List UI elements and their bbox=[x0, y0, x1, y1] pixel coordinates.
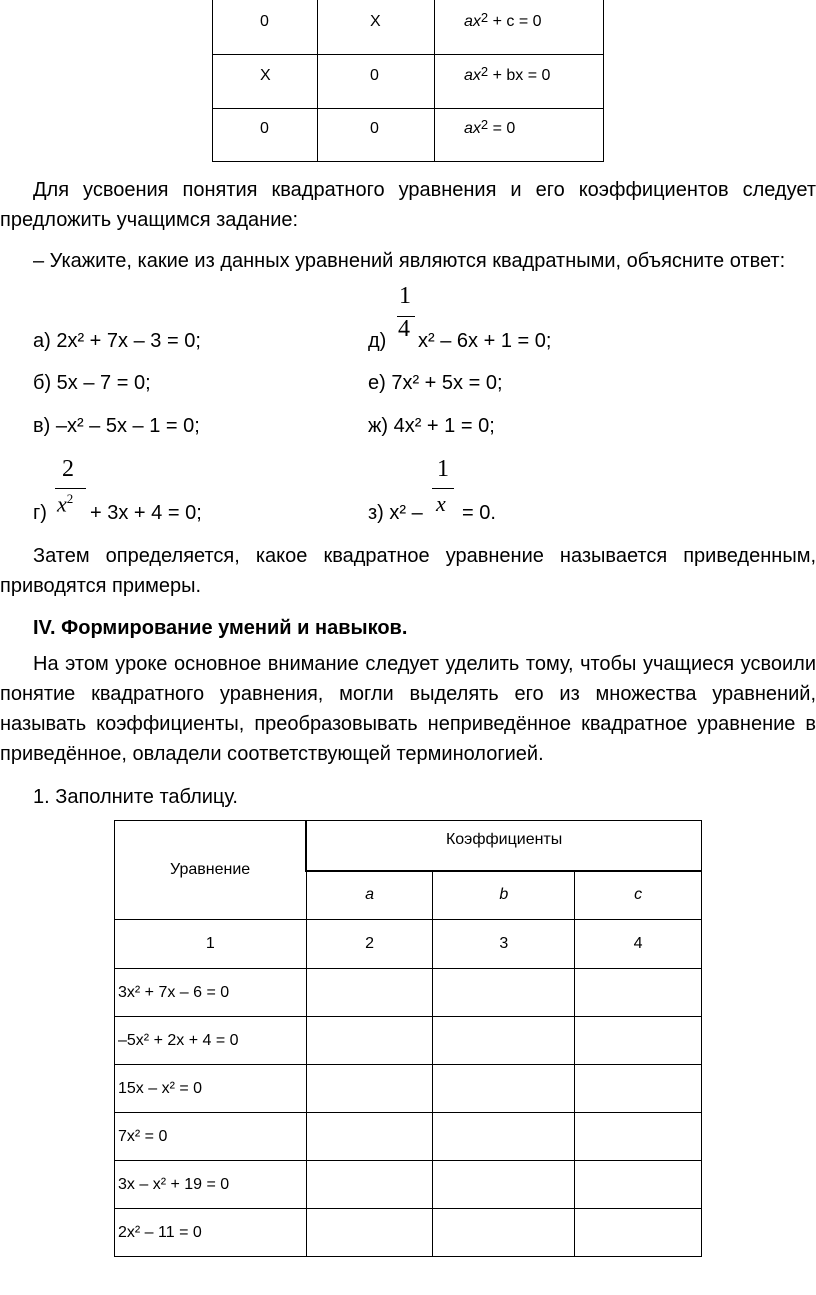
header-b: b bbox=[433, 871, 575, 920]
intro-paragraph: Для усвоения понятия квадратного уравнения и его коэффициентов следует предложить учащимся задание: bbox=[0, 179, 816, 231]
table-row bbox=[115, 1065, 702, 1113]
paragraph-skills: На этом уроке основное внимание следует уделить тому, чтобы учащиеся усвоили понятие квадратного уравнения, могли выделять его из множества уравнений, называть коэффициенты, преобразовывать неприведённое квадратное уравнение в приведённое, овладели соответствующей терминологией. bbox=[0, 653, 816, 765]
top-table-cell: X bbox=[260, 67, 271, 84]
equation-d-rest: x² – 6x + 1 = 0; bbox=[418, 330, 552, 352]
column-number: 4 bbox=[575, 920, 702, 969]
equation-e: е) 7x² + 5x = 0; bbox=[368, 372, 503, 394]
top-table-equation: $ax^2 + c = 0$ bbox=[464, 10, 542, 30]
equation-z-rest: = 0. bbox=[462, 502, 496, 524]
column-number: 3 bbox=[433, 920, 575, 969]
fraction-bar bbox=[55, 488, 86, 489]
paragraph-reduced: Затем определяется, какое квадратное уравнение называется приведенным, приводятся примеры. bbox=[0, 545, 816, 597]
equation-g-label: г) bbox=[33, 502, 47, 524]
cell-b bbox=[433, 1209, 575, 1257]
table-row bbox=[115, 1113, 702, 1161]
equation-zh: ж) 4x² + 1 = 0; bbox=[368, 415, 495, 437]
header-a: a bbox=[306, 871, 433, 920]
header-equation: Уравнение bbox=[115, 821, 307, 920]
fraction-denominator: x bbox=[436, 491, 446, 516]
equation-g-rest: + 3x + 4 = 0; bbox=[90, 502, 202, 524]
top-table-cell: 0 bbox=[260, 13, 269, 30]
cell-c bbox=[575, 1161, 702, 1209]
header-coefficients: Коэффициенты bbox=[306, 821, 701, 871]
equation-z-label: з) x² – bbox=[368, 502, 423, 524]
cell-c bbox=[575, 1065, 702, 1113]
row-equation: 3x² + 7x – 6 = 0 bbox=[115, 969, 307, 1017]
row-equation: 3x – x² + 19 = 0 bbox=[115, 1161, 307, 1209]
top-table bbox=[212, 0, 604, 162]
cell-b bbox=[433, 969, 575, 1017]
top-table-equation: $ax^2 = 0$ bbox=[464, 117, 516, 137]
cell-c bbox=[575, 1113, 702, 1161]
fraction-numerator: 1 bbox=[437, 456, 449, 482]
cell-c bbox=[575, 1209, 702, 1257]
top-table-equation: $ax^2$ + bx = 0 bbox=[464, 64, 551, 84]
section-heading: IV. Формирование умений и навыков. bbox=[33, 617, 408, 639]
cell-b bbox=[433, 1161, 575, 1209]
fraction-bar bbox=[432, 488, 454, 489]
column-number: 2 bbox=[306, 920, 433, 969]
equation-a: а) 2x² + 7x – 3 = 0; bbox=[33, 330, 201, 352]
task-line: – Укажите, какие из данных уравнений являются квадратными, объясните ответ: bbox=[33, 250, 786, 272]
top-table-cell: 0 bbox=[370, 120, 379, 137]
top-table-cell: 0 bbox=[370, 67, 379, 84]
equation-d-label: д) bbox=[368, 330, 387, 352]
row-equation: 2x² – 11 = 0 bbox=[115, 1209, 307, 1257]
cell-a bbox=[306, 1209, 433, 1257]
equation-b: б) 5x – 7 = 0; bbox=[33, 372, 151, 394]
fraction-denominator: $x^2$ bbox=[57, 491, 74, 517]
table-row bbox=[115, 1209, 702, 1257]
row-equation: 7x² = 0 bbox=[115, 1113, 307, 1161]
cell-b bbox=[433, 1065, 575, 1113]
cell-a bbox=[306, 969, 433, 1017]
cell-a bbox=[306, 1065, 433, 1113]
fraction-numerator: 1 bbox=[399, 283, 411, 309]
row-equation: –5x² + 2x + 4 = 0 bbox=[115, 1017, 307, 1065]
cell-a bbox=[306, 1161, 433, 1209]
row-equation: 15x – x² = 0 bbox=[115, 1065, 307, 1113]
header-c: c bbox=[575, 871, 702, 920]
fraction-numerator: 2 bbox=[62, 456, 74, 482]
cell-c bbox=[575, 969, 702, 1017]
equation-v: в) –x² – 5x – 1 = 0; bbox=[33, 415, 200, 437]
cell-a bbox=[306, 1113, 433, 1161]
cell-a bbox=[306, 1017, 433, 1065]
table-row bbox=[115, 1161, 702, 1209]
cell-c bbox=[575, 1017, 702, 1065]
top-table-cell: X bbox=[370, 13, 381, 30]
cell-b bbox=[433, 1017, 575, 1065]
table-row bbox=[115, 1017, 702, 1065]
column-number: 1 bbox=[115, 920, 307, 969]
table-row bbox=[115, 969, 702, 1017]
top-table-cell: 0 bbox=[260, 120, 269, 137]
coefficients-table bbox=[114, 820, 702, 1257]
cell-b bbox=[433, 1113, 575, 1161]
task-1: 1. Заполните таблицу. bbox=[33, 786, 238, 808]
fraction-denominator: 4 bbox=[398, 316, 410, 342]
